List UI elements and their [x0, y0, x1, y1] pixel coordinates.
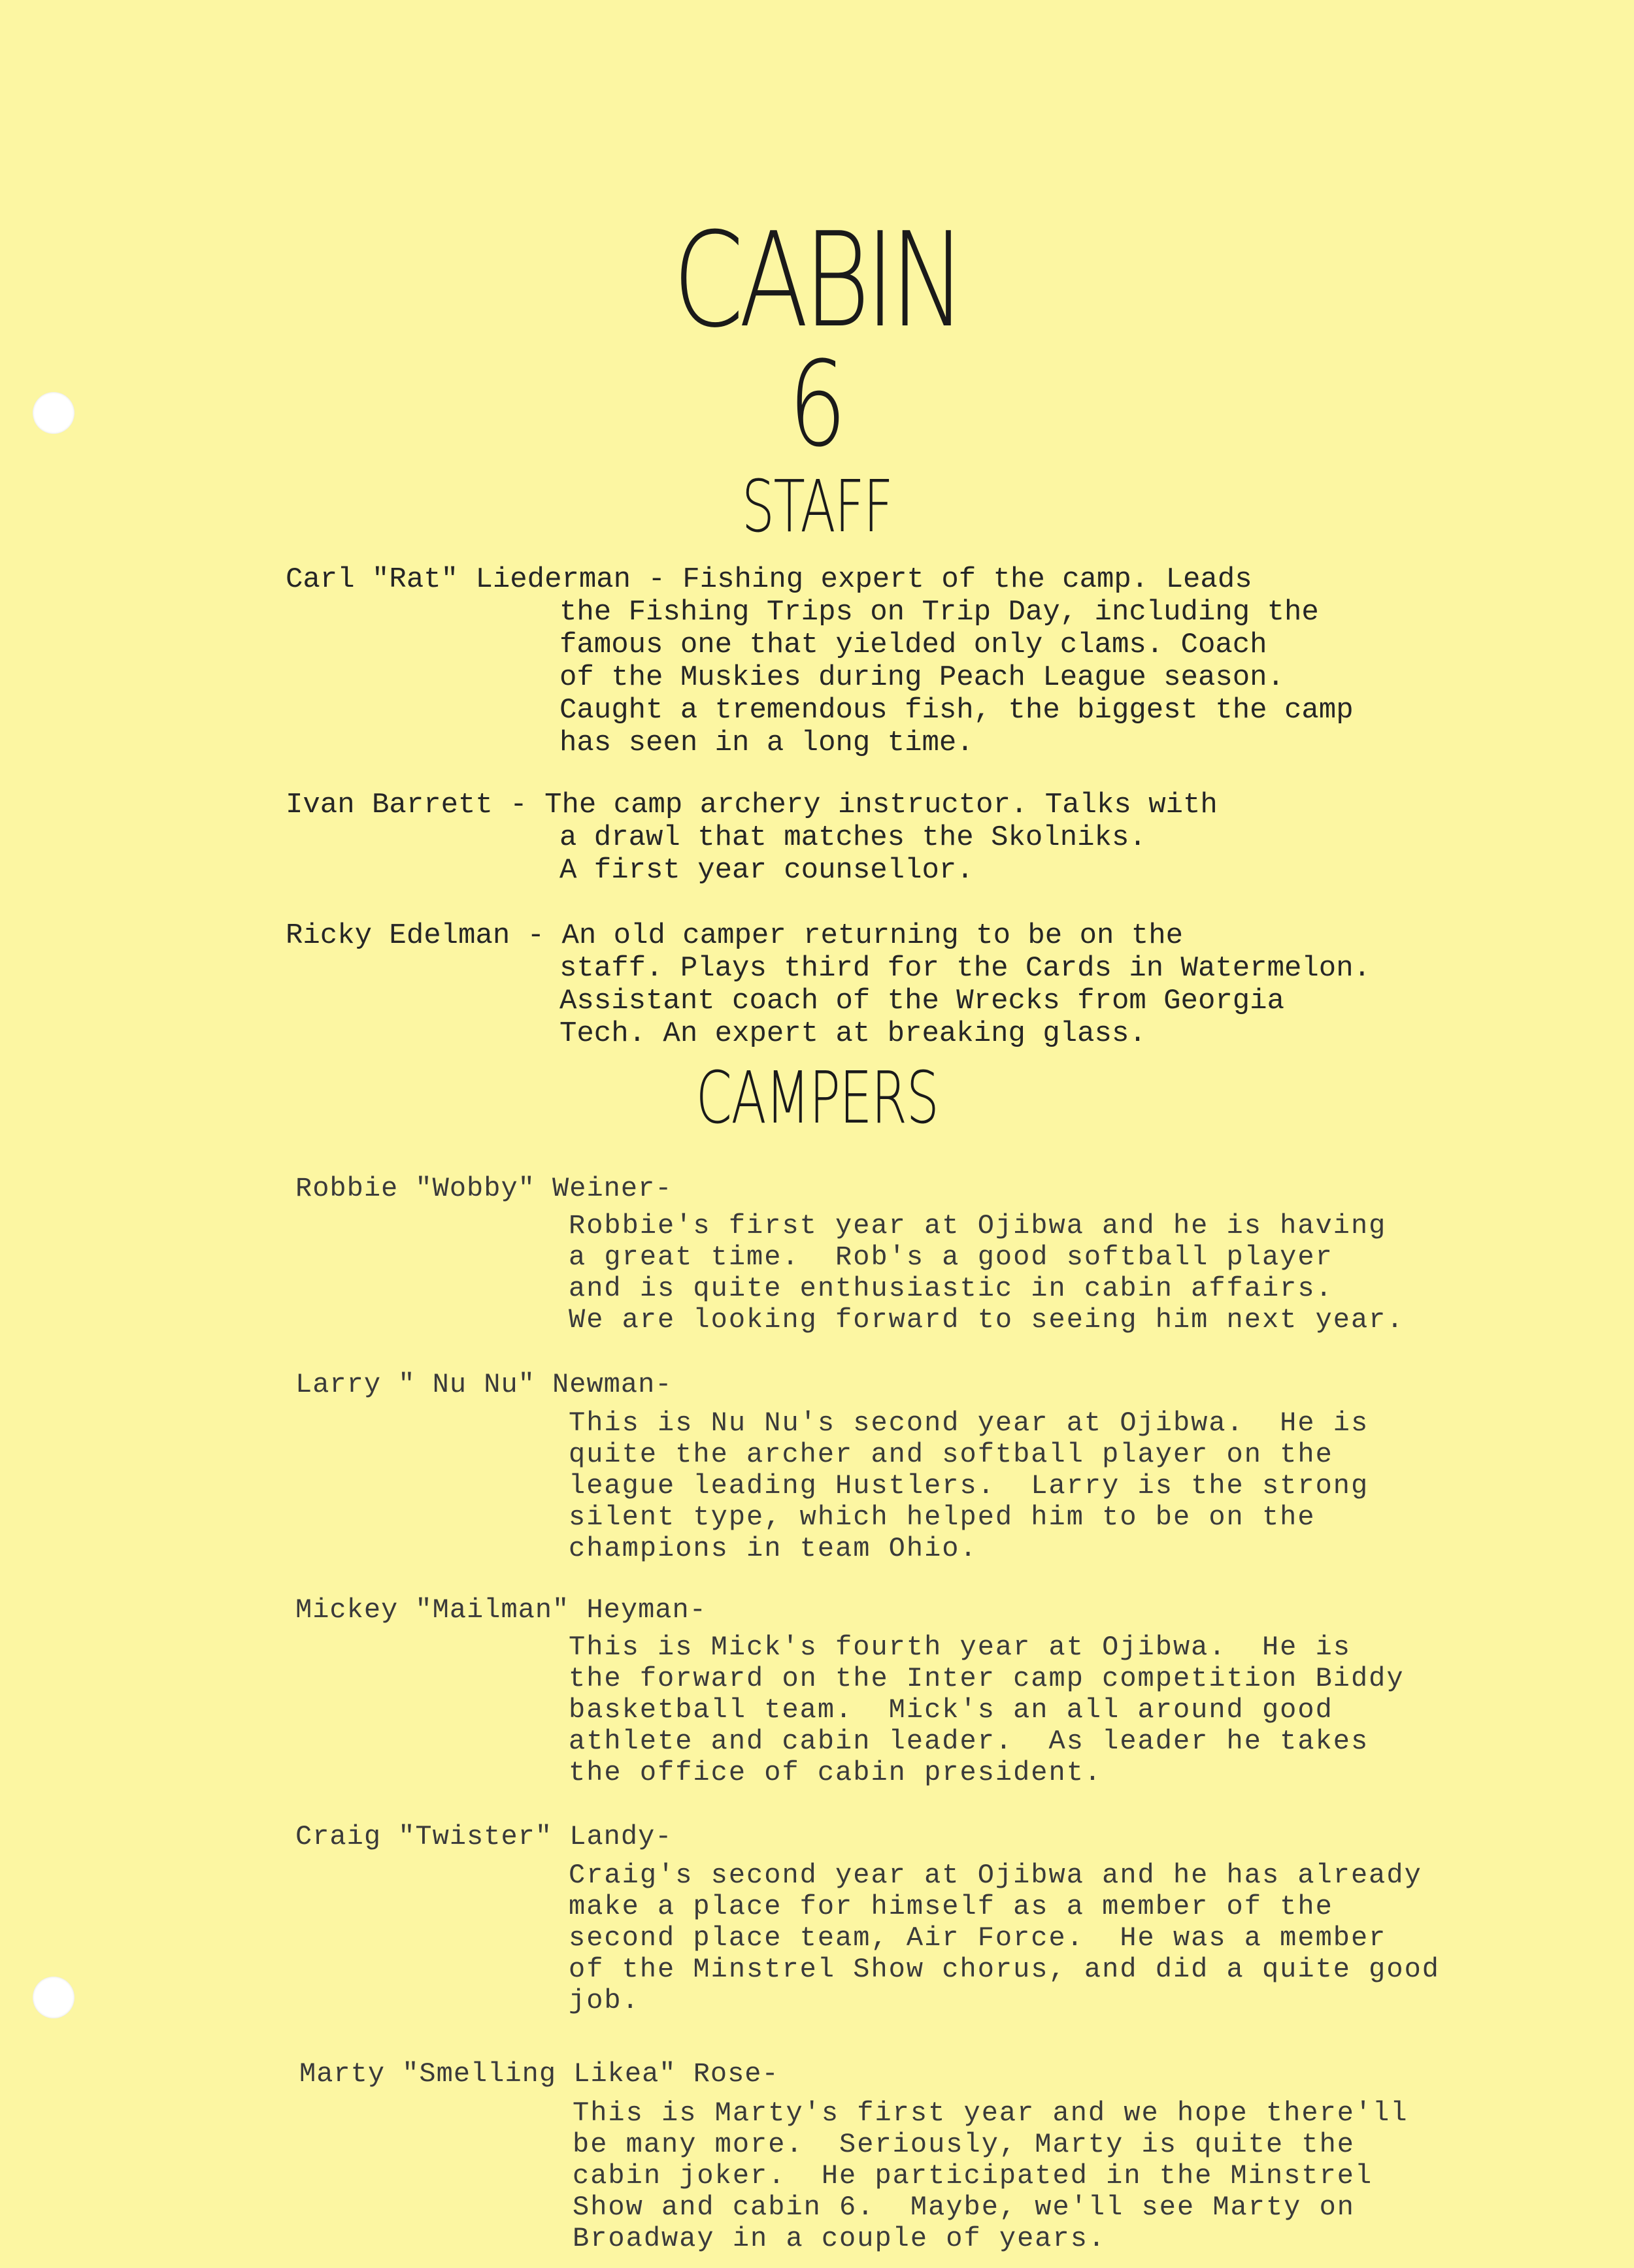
camper-line: This is Nu Nu's second year at Ojibwa. He is: [569, 1407, 1369, 1439]
camper-line: league leading Hustlers. Larry is the strong: [569, 1470, 1369, 1502]
staff-line: staff. Plays third for the Cards in Watermelon.: [559, 952, 1371, 985]
punch-hole-top: [33, 392, 75, 434]
staff-line: a drawl that matches the Skolniks.: [559, 821, 1146, 854]
camper-name: Craig "Twister" Landy-: [295, 1821, 673, 1852]
camper-line: a great time. Rob's a good softball player: [569, 1241, 1333, 1273]
camper-line: cabin joker. He participated in the Minstrel: [573, 2160, 1373, 2192]
camper-name: Larry " Nu Nu" Newman-: [295, 1369, 673, 1400]
staff-line: Tech. An expert at breaking glass.: [559, 1017, 1146, 1050]
staff-line: the Fishing Trips on Trip Day, including the: [559, 596, 1319, 629]
staff-line: famous one that yielded only clams. Coach: [559, 629, 1267, 661]
camper-name: Robbie "Wobby" Weiner-: [295, 1173, 673, 1204]
staff-name-line: Ricky Edelman - An old camper returning to be on the: [286, 919, 1184, 952]
camper-line: of the Minstrel Show chorus, and did a quite good: [569, 1954, 1441, 1985]
staff-line: A first year counsellor.: [559, 854, 974, 887]
camper-line: We are looking forward to seeing him next year.: [569, 1304, 1405, 1336]
camper-line: the forward on the Inter camp competition Biddy: [569, 1663, 1405, 1694]
camper-line: Show and cabin 6. Maybe, we'll see Marty on: [573, 2192, 1355, 2223]
staff-line: of the Muskies during Peach League season.: [559, 661, 1284, 694]
heading-cabin-number: 6: [788, 337, 846, 473]
camper-line: second place team, Air Force. He was a member: [569, 1922, 1387, 1954]
camper-line: silent type, which helped him to be on the: [569, 1502, 1316, 1533]
heading-cabin: CABIN: [673, 205, 961, 357]
camper-line: make a place for himself as a member of the: [569, 1891, 1333, 1922]
heading-staff: STAFF: [741, 465, 893, 548]
camper-line: Craig's second year at Ojibwa and he has already: [569, 1860, 1422, 1891]
staff-name-line: Ivan Barrett - The camp archery instructor. Talks with: [286, 789, 1218, 821]
camper-line: job.: [569, 1985, 640, 2016]
camper-line: This is Marty's first year and we hope there'll: [573, 2097, 1409, 2129]
staff-name-line: Carl "Rat" Liederman - Fishing expert of the camp. Leads: [286, 563, 1252, 596]
camper-line: Robbie's first year at Ojibwa and he is having: [569, 1210, 1387, 1241]
staff-line: has seen in a long time.: [559, 727, 974, 759]
staff-line: Caught a tremendous fish, the biggest the camp: [559, 694, 1354, 727]
camper-line: quite the archer and softball player on the: [569, 1439, 1333, 1470]
staff-line: Assistant coach of the Wrecks from Georgia: [559, 985, 1284, 1017]
camper-name: Mickey "Mailman" Heyman-: [295, 1594, 707, 1626]
punch-hole-bottom: [33, 1977, 75, 2018]
camper-line: champions in team Ohio.: [569, 1533, 978, 1564]
camper-line: This is Mick's fourth year at Ojibwa. He is: [569, 1632, 1351, 1663]
camper-line: Broadway in a couple of years.: [573, 2223, 1107, 2254]
camper-line: be many more. Seriously, Marty is quite the: [573, 2129, 1355, 2160]
camper-line: athlete and cabin leader. As leader he takes: [569, 1726, 1369, 1757]
camper-line: basketball team. Mick's an all around good: [569, 1694, 1333, 1726]
heading-campers: CAMPERS: [695, 1056, 939, 1140]
camper-line: and is quite enthusiastic in cabin affairs.: [569, 1273, 1333, 1304]
camper-line: the office of cabin president.: [569, 1757, 1103, 1788]
camper-name: Marty "Smelling Likea" Rose-: [299, 2058, 779, 2090]
